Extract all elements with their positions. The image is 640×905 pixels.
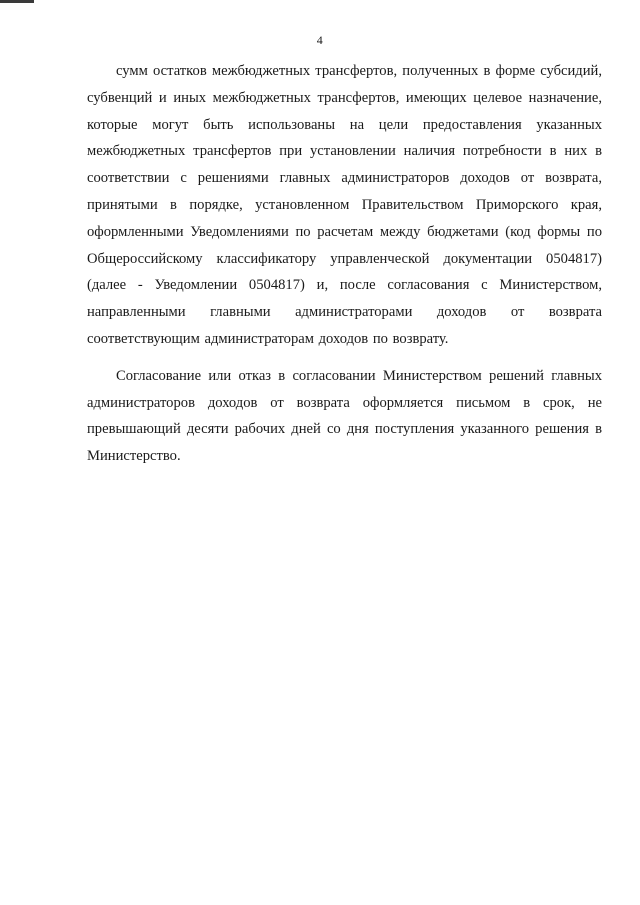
document-body <box>87 58 602 470</box>
scan-edge-mark <box>0 0 34 3</box>
paragraph-continuation: сумм остатков межбюджетных трансфертов, полученных в форме субсидий, субвенций и иных межбюджетных трансфертов, имеющих целевое назначение, которые могут быть использованы на цели предоставления указанных межбюджетных трансфертов при установлении наличия потребности в них в соответствии с решениями главных администраторов доходов от возврата, принятыми в порядке, установленном Правительством Приморского края, оформленными Уведомлениями по расчетам между бюджетами (код формы по Общероссийскому классификатору управленческой документации 0504817) (далее - Уведомлении 0504817) и, после согласования с Министерством, направленными главными администраторами доходов от возврата соответствующим администраторам доходов по возврату. <box>87 63 602 347</box>
page-number: 4 <box>316 33 324 47</box>
paragraph-approval: Согласование или отказ в согласовании Министерством решений главных администраторов доходов от возврата оформляется письмом в срок, не превышающий десяти рабочих дней со дня поступления указанного решения в Министерство. <box>87 367 602 465</box>
